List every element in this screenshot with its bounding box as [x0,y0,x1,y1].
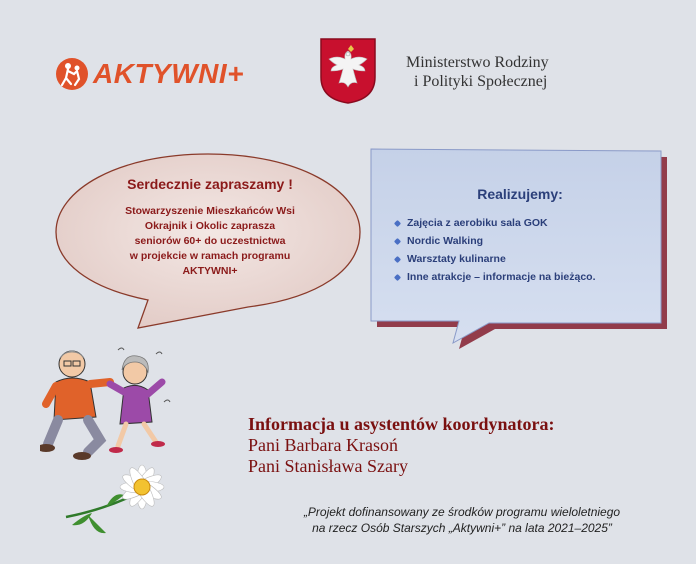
list-item: Inne atrakcje – informacje na bieżąco. [399,268,655,286]
daisy-flower-icon [62,455,172,555]
activities-list [385,214,655,286]
invitation-line: Okrajnik i Okolic zaprasza [144,220,276,232]
funding-note [262,504,662,536]
ministry-name [406,53,606,91]
logo-text: AKTYWNI+ [93,58,244,89]
invitation-line: w projekcie w ramach programu [129,250,291,262]
polish-eagle-emblem-icon [319,37,377,105]
activities-panel [385,186,655,286]
dancing-seniors-icon [40,342,180,467]
ministry-line-2: i Polityki Społecznej [414,73,548,90]
invitation-title: Serdecznie zapraszamy ! [127,176,293,192]
aktywni-logo-icon [55,57,89,91]
invitation-body [100,204,320,279]
invitation-line: Stowarzyszenie Mieszkańców Wsi [125,205,295,217]
list-item: Warsztaty kulinarne [399,250,655,268]
aktywni-logo [55,56,255,92]
coordinator-heading: Informacja u asystentów koordynatora: [248,414,555,434]
invitation-line: AKTYWNI+ [182,265,238,277]
funding-line-1: „Projekt dofinansowany ze środków programu wieloletniego [303,505,621,519]
coordinator-name: Pani Barbara Krasoń [248,435,398,455]
coordinator-name: Pani Stanisława Szary [248,456,408,476]
activities-title: Realizujemy: [477,186,563,202]
funding-line-2: na rzecz Osób Starszych „Aktywni+” na lata 2021–2025” [312,521,612,535]
invitation-line: seniorów 60+ do uczestnictwa [134,235,286,247]
list-item: Nordic Walking [399,232,655,250]
ministry-line-1: Ministerstwo Rodziny [406,54,549,71]
invitation-text [100,176,320,279]
coordinator-info [248,413,668,477]
list-item: Zajęcia z aerobiku sala GOK [399,214,655,232]
